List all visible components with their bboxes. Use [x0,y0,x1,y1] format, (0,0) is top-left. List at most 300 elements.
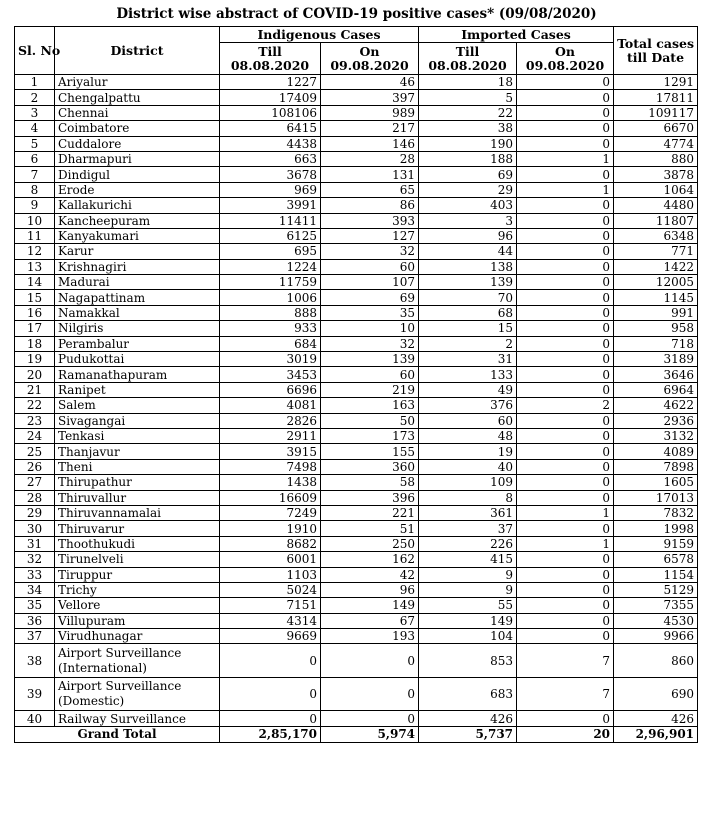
cell-total: 1145 [614,290,698,305]
cell-imported-till: 37 [419,521,517,536]
cell-district: Kancheepuram [55,213,220,228]
cell-sl-no: 13 [15,259,55,274]
cell-total: 1605 [614,475,698,490]
table-row [15,151,698,166]
page-title: District wise abstract of COVID-19 positive cases* (09/08/2020) [116,6,597,22]
cell-indigenous-on: 32 [321,244,419,259]
cell-imported-on: 7 [517,644,614,678]
cell-sl-no: 8 [15,182,55,197]
cell-total: 17811 [614,90,698,105]
cell-imported-on: 0 [517,711,614,726]
cell-sl-no: 10 [15,213,55,228]
cell-indigenous-till: 9669 [220,629,321,644]
cell-district: Thanjavur [55,444,220,459]
cell-indigenous-on: 131 [321,167,419,182]
cell-indigenous-on: 69 [321,290,419,305]
grand-total-cases: 2,96,901 [614,726,698,742]
cell-district: Ariyalur [55,75,220,90]
cell-district: Krishnagiri [55,259,220,274]
cell-imported-on: 0 [517,321,614,336]
cell-indigenous-till: 4314 [220,613,321,628]
cell-indigenous-on: 35 [321,305,419,320]
table-row [15,75,698,90]
cell-indigenous-till: 1224 [220,259,321,274]
grand-total-label: Grand Total [15,726,220,742]
cell-total: 1998 [614,521,698,536]
table-row [15,505,698,520]
cell-imported-till: 683 [419,677,517,711]
cell-imported-till: 49 [419,382,517,397]
cell-imported-on: 1 [517,182,614,197]
cell-district: Thirupathur [55,475,220,490]
cell-total: 958 [614,321,698,336]
cell-district: Erode [55,182,220,197]
cell-imported-till: 31 [419,352,517,367]
cell-imported-till: 69 [419,167,517,182]
cell-total: 1422 [614,259,698,274]
cell-total: 5129 [614,582,698,597]
table-row [15,198,698,213]
cell-imported-on: 2 [517,398,614,413]
cell-imported-till: 5 [419,90,517,105]
cell-total: 7898 [614,459,698,474]
cell-indigenous-till: 888 [220,305,321,320]
cell-indigenous-till: 933 [220,321,321,336]
header-indigenous-till: Till 08.08.2020 [220,43,321,75]
cell-indigenous-on: 10 [321,321,419,336]
cell-sl-no: 35 [15,598,55,613]
cell-indigenous-till: 2911 [220,428,321,443]
cell-total: 991 [614,305,698,320]
cell-imported-on: 0 [517,567,614,582]
cell-sl-no: 39 [15,677,55,711]
cell-total: 12005 [614,275,698,290]
cell-district: Madurai [55,275,220,290]
table-row [15,321,698,336]
cell-imported-on: 0 [517,213,614,228]
table-row [15,536,698,551]
cell-total: 6964 [614,382,698,397]
table-row [15,613,698,628]
cell-indigenous-on: 397 [321,90,419,105]
cell-total: 2936 [614,413,698,428]
cell-district: Airport Surveillance (International) [55,644,220,678]
cell-district: Thiruvallur [55,490,220,505]
cell-imported-on: 0 [517,382,614,397]
cell-sl-no: 40 [15,711,55,726]
cell-indigenous-till: 6415 [220,121,321,136]
cell-sl-no: 24 [15,428,55,443]
cell-imported-till: 426 [419,711,517,726]
cell-indigenous-till: 17409 [220,90,321,105]
header-imported-on: On 09.08.2020 [517,43,614,75]
cell-total: 1064 [614,182,698,197]
table-row [15,552,698,567]
cell-imported-till: 18 [419,75,517,90]
cell-imported-on: 0 [517,598,614,613]
cell-imported-till: 8 [419,490,517,505]
cell-total: 4530 [614,613,698,628]
cell-district: Virudhunagar [55,629,220,644]
cell-district: Chengalpattu [55,90,220,105]
cell-district: Thiruvannamalai [55,505,220,520]
table-row [15,629,698,644]
cell-sl-no: 12 [15,244,55,259]
table-row [15,382,698,397]
cell-total: 9966 [614,629,698,644]
cell-sl-no: 9 [15,198,55,213]
cell-indigenous-till: 2826 [220,413,321,428]
cell-imported-on: 0 [517,259,614,274]
cell-imported-on: 0 [517,244,614,259]
table-row [15,290,698,305]
cell-imported-till: 9 [419,567,517,582]
cell-indigenous-till: 969 [220,182,321,197]
cell-imported-on: 0 [517,290,614,305]
cell-indigenous-on: 193 [321,629,419,644]
grand-total-row [15,726,698,742]
cell-indigenous-till: 3678 [220,167,321,182]
cell-indigenous-on: 67 [321,613,419,628]
cell-indigenous-till: 6001 [220,552,321,567]
cell-sl-no: 1 [15,75,55,90]
cell-indigenous-on: 28 [321,151,419,166]
cell-indigenous-on: 0 [321,711,419,726]
cell-sl-no: 16 [15,305,55,320]
cell-indigenous-till: 7249 [220,505,321,520]
cell-imported-till: 40 [419,459,517,474]
cell-imported-till: 853 [419,644,517,678]
cell-imported-on: 0 [517,475,614,490]
cell-total: 6670 [614,121,698,136]
cell-sl-no: 14 [15,275,55,290]
cell-imported-till: 9 [419,582,517,597]
cell-indigenous-on: 0 [321,677,419,711]
cell-total: 1291 [614,75,698,90]
table-row [15,413,698,428]
cell-indigenous-on: 127 [321,228,419,243]
cell-indigenous-till: 5024 [220,582,321,597]
cell-sl-no: 31 [15,536,55,551]
cell-indigenous-on: 360 [321,459,419,474]
table-row [15,228,698,243]
header-indigenous: Indigenous Cases [220,27,419,43]
cell-district: Perambalur [55,336,220,351]
cell-indigenous-on: 86 [321,198,419,213]
cell-imported-on: 0 [517,521,614,536]
cell-imported-on: 0 [517,275,614,290]
cell-indigenous-till: 7151 [220,598,321,613]
cell-imported-till: 361 [419,505,517,520]
cell-sl-no: 3 [15,105,55,120]
cell-imported-on: 0 [517,629,614,644]
cell-district: Chennai [55,105,220,120]
cell-indigenous-on: 139 [321,352,419,367]
cell-indigenous-till: 3915 [220,444,321,459]
cell-imported-on: 0 [517,105,614,120]
cell-district: Nagapattinam [55,290,220,305]
cell-indigenous-on: 60 [321,367,419,382]
cell-imported-on: 0 [517,167,614,182]
cell-district: Kallakurichi [55,198,220,213]
cell-indigenous-on: 163 [321,398,419,413]
cell-imported-till: 139 [419,275,517,290]
cell-indigenous-till: 1438 [220,475,321,490]
cell-imported-till: 55 [419,598,517,613]
cell-sl-no: 22 [15,398,55,413]
table-row [15,121,698,136]
cell-indigenous-till: 0 [220,677,321,711]
cell-indigenous-on: 219 [321,382,419,397]
header-imported-till: Till 08.08.2020 [419,43,517,75]
cell-indigenous-till: 695 [220,244,321,259]
cell-total: 4089 [614,444,698,459]
cell-imported-till: 70 [419,290,517,305]
cell-district: Railway Surveillance [55,711,220,726]
table-row [15,367,698,382]
cell-district: Namakkal [55,305,220,320]
cell-sl-no: 29 [15,505,55,520]
cell-sl-no: 21 [15,382,55,397]
cell-district: Kanyakumari [55,228,220,243]
cell-total: 6348 [614,228,698,243]
table-row [15,182,698,197]
cell-indigenous-on: 46 [321,75,419,90]
cell-sl-no: 20 [15,367,55,382]
cell-imported-till: 403 [419,198,517,213]
cell-indigenous-till: 1227 [220,75,321,90]
table-row [15,105,698,120]
cell-sl-no: 30 [15,521,55,536]
cell-indigenous-till: 16609 [220,490,321,505]
cell-indigenous-on: 162 [321,552,419,567]
cell-district: Thiruvarur [55,521,220,536]
table-row [15,90,698,105]
cell-imported-till: 38 [419,121,517,136]
grand-total-indigenous-on: 5,974 [321,726,419,742]
cell-imported-till: 22 [419,105,517,120]
cell-sl-no: 19 [15,352,55,367]
cell-imported-till: 133 [419,367,517,382]
cell-district: Tirunelveli [55,552,220,567]
cell-sl-no: 4 [15,121,55,136]
cell-sl-no: 11 [15,228,55,243]
cell-district: Trichy [55,582,220,597]
cell-district: Tenkasi [55,428,220,443]
cell-district: Nilgiris [55,321,220,336]
table-row [15,475,698,490]
cell-total: 7355 [614,598,698,613]
cell-district: Vellore [55,598,220,613]
table-row [15,459,698,474]
cell-imported-till: 138 [419,259,517,274]
cell-imported-till: 109 [419,475,517,490]
cell-imported-on: 0 [517,459,614,474]
cell-total: 3132 [614,428,698,443]
cell-indigenous-on: 173 [321,428,419,443]
cell-imported-on: 1 [517,536,614,551]
grand-total-imported-on: 20 [517,726,614,742]
cell-imported-till: 149 [419,613,517,628]
table-row [15,644,698,678]
cell-imported-till: 104 [419,629,517,644]
table-row [15,711,698,726]
cell-imported-on: 0 [517,613,614,628]
cell-indigenous-on: 96 [321,582,419,597]
cell-indigenous-till: 7498 [220,459,321,474]
cell-sl-no: 6 [15,151,55,166]
cell-indigenous-till: 108106 [220,105,321,120]
cell-indigenous-till: 3019 [220,352,321,367]
cell-indigenous-till: 6125 [220,228,321,243]
table-body [15,75,698,727]
table-row [15,352,698,367]
cell-indigenous-on: 221 [321,505,419,520]
cell-total: 7832 [614,505,698,520]
cell-total: 17013 [614,490,698,505]
cell-district: Tiruppur [55,567,220,582]
cell-total: 9159 [614,536,698,551]
cell-indigenous-on: 146 [321,136,419,151]
cell-sl-no: 32 [15,552,55,567]
cell-sl-no: 23 [15,413,55,428]
cell-indigenous-on: 0 [321,644,419,678]
cell-indigenous-on: 393 [321,213,419,228]
cell-indigenous-on: 42 [321,567,419,582]
cell-district: Airport Surveillance (Domestic) [55,677,220,711]
cell-imported-till: 188 [419,151,517,166]
cell-indigenous-till: 6696 [220,382,321,397]
cell-total: 4622 [614,398,698,413]
grand-total-imported-till: 5,737 [419,726,517,742]
cell-indigenous-on: 51 [321,521,419,536]
cell-imported-on: 0 [517,413,614,428]
cell-sl-no: 33 [15,567,55,582]
cell-indigenous-till: 0 [220,711,321,726]
table-row [15,398,698,413]
cell-imported-on: 0 [517,90,614,105]
cell-indigenous-till: 1910 [220,521,321,536]
table-row [15,428,698,443]
cell-indigenous-on: 149 [321,598,419,613]
cell-district: Sivagangai [55,413,220,428]
cell-imported-on: 0 [517,305,614,320]
cell-imported-on: 0 [517,352,614,367]
cell-district: Dharmapuri [55,151,220,166]
cell-sl-no: 36 [15,613,55,628]
table-row [15,167,698,182]
cell-indigenous-on: 989 [321,105,419,120]
cell-sl-no: 2 [15,90,55,105]
cell-indigenous-till: 1103 [220,567,321,582]
cell-indigenous-on: 65 [321,182,419,197]
cell-imported-till: 96 [419,228,517,243]
cell-sl-no: 37 [15,629,55,644]
cell-imported-on: 0 [517,428,614,443]
cell-imported-till: 48 [419,428,517,443]
cell-sl-no: 26 [15,459,55,474]
cell-indigenous-till: 663 [220,151,321,166]
cell-sl-no: 28 [15,490,55,505]
cell-imported-on: 0 [517,75,614,90]
cell-sl-no: 34 [15,582,55,597]
table-row [15,213,698,228]
cell-total: 11807 [614,213,698,228]
table-row [15,336,698,351]
cell-total: 109117 [614,105,698,120]
grand-total-indigenous-till: 2,85,170 [220,726,321,742]
table-row [15,582,698,597]
cell-indigenous-till: 4438 [220,136,321,151]
cell-sl-no: 15 [15,290,55,305]
cell-indigenous-till: 11411 [220,213,321,228]
district-abstract-table [14,26,698,743]
cell-indigenous-on: 107 [321,275,419,290]
cell-sl-no: 18 [15,336,55,351]
cell-imported-on: 0 [517,121,614,136]
cell-district: Thoothukudi [55,536,220,551]
table-row [15,521,698,536]
cell-district: Karur [55,244,220,259]
cell-district: Theni [55,459,220,474]
cell-total: 1154 [614,567,698,582]
table-row [15,305,698,320]
cell-imported-on: 7 [517,677,614,711]
cell-imported-till: 68 [419,305,517,320]
cell-indigenous-till: 8682 [220,536,321,551]
cell-imported-on: 1 [517,151,614,166]
cell-imported-on: 0 [517,198,614,213]
cell-indigenous-till: 3991 [220,198,321,213]
table-row [15,490,698,505]
cell-total: 3189 [614,352,698,367]
cell-district: Villupuram [55,613,220,628]
cell-imported-on: 0 [517,444,614,459]
cell-sl-no: 7 [15,167,55,182]
cell-imported-till: 415 [419,552,517,567]
cell-total: 880 [614,151,698,166]
cell-district: Salem [55,398,220,413]
table-row [15,275,698,290]
cell-imported-till: 190 [419,136,517,151]
cell-district: Dindigul [55,167,220,182]
cell-imported-on: 0 [517,582,614,597]
cell-imported-on: 0 [517,228,614,243]
cell-district: Ranipet [55,382,220,397]
cell-indigenous-on: 50 [321,413,419,428]
cell-total: 426 [614,711,698,726]
cell-total: 6578 [614,552,698,567]
cell-indigenous-on: 217 [321,121,419,136]
cell-imported-till: 15 [419,321,517,336]
cell-total: 860 [614,644,698,678]
cell-sl-no: 27 [15,475,55,490]
table-row [15,244,698,259]
cell-imported-till: 44 [419,244,517,259]
cell-indigenous-till: 4081 [220,398,321,413]
cell-sl-no: 38 [15,644,55,678]
cell-imported-on: 0 [517,136,614,151]
cell-imported-till: 29 [419,182,517,197]
cell-imported-on: 0 [517,490,614,505]
cell-district: Cuddalore [55,136,220,151]
cell-imported-on: 0 [517,552,614,567]
cell-total: 718 [614,336,698,351]
cell-sl-no: 17 [15,321,55,336]
cell-indigenous-on: 250 [321,536,419,551]
table-row [15,677,698,711]
cell-imported-till: 226 [419,536,517,551]
